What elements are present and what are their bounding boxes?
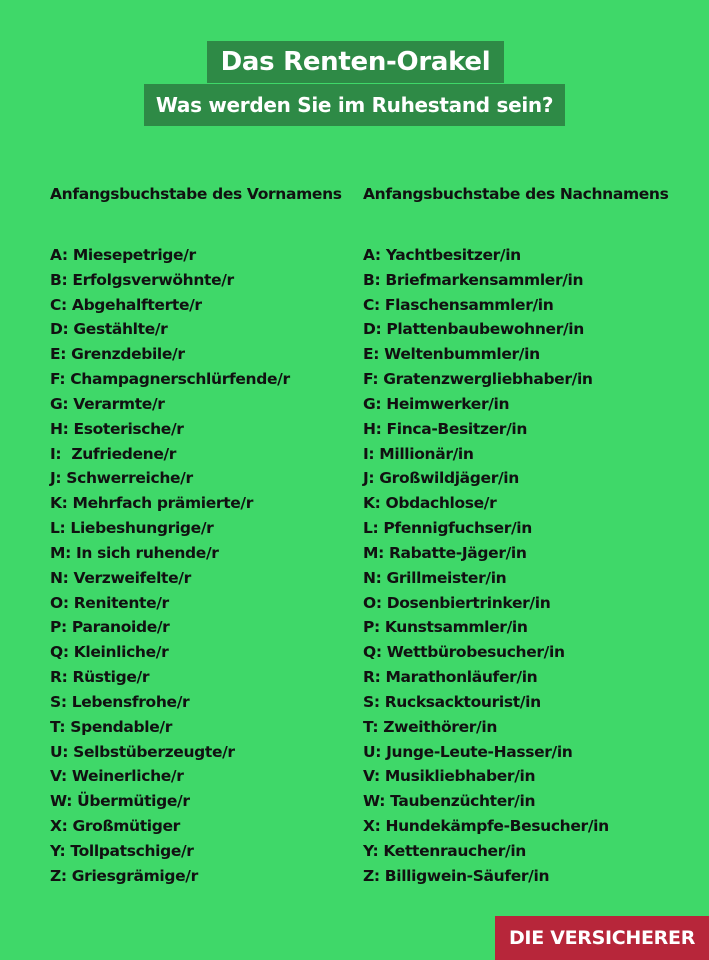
last-name-entry-p: P: Kunstsammler/in: [363, 618, 528, 637]
page-subtitle: Was werden Sie im Ruhestand sein?: [144, 84, 565, 126]
last-name-entry-o: O: Dosenbiertrinker/in: [363, 593, 551, 612]
first-name-entry-c: C: Abgehalfterte/r: [50, 295, 202, 314]
first-name-column: [50, 182, 350, 889]
first-name-entry-o: O: Renitente/r: [50, 593, 169, 612]
first-name-entry-r: R: Rüstige/r: [50, 668, 150, 687]
last-name-entry-l: L: Pfennigfuchser/in: [363, 519, 532, 538]
first-name-entry-j: J: Schwerreiche/r: [50, 469, 193, 488]
first-name-entry-p: P: Paranoide/r: [50, 618, 170, 637]
last-name-entry-t: T: Zweithörer/in: [363, 717, 498, 736]
first-name-entry-a: A: Miesepetrige/r: [50, 246, 196, 264]
first-name-entry-i: I: Zufriedene/r: [50, 444, 177, 463]
last-name-entry-v: V: Musikliebhaber/in: [363, 767, 536, 786]
last-name-entry-u: U: Junge-Leute-Hasser/in: [363, 742, 573, 761]
page-title: Das Renten-Orakel: [207, 41, 504, 83]
first-name-entry-f: F: Champagnerschlürfende/r: [50, 370, 290, 389]
first-name-entry-v: V: Weinerliche/r: [50, 767, 184, 786]
last-name-entry-k: K: Obdachlose/r: [363, 494, 497, 513]
last-name-entry-q: Q: Wettbürobesucher/in: [363, 643, 565, 662]
first-name-entry-d: D: Gestählte/r: [50, 320, 168, 339]
last-name-entry-j: J: Großwildjäger/in: [363, 469, 519, 488]
last-name-entry-s: S: Rucksacktourist/in: [363, 692, 541, 711]
last-name-entry-f: F: Gratenzwergliebhaber/in: [363, 370, 593, 389]
last-name-entry-r: R: Marathonläufer/in: [363, 668, 538, 687]
last-name-column: [363, 182, 693, 889]
last-name-entry-i: I: Millionär/in: [363, 444, 474, 463]
last-name-entry-n: N: Grillmeister/in: [363, 568, 507, 587]
first-name-entry-b: B: Erfolgsverwöhnte/r: [50, 270, 234, 289]
first-name-entry-u: U: Selbstüberzeugte/r: [50, 742, 235, 761]
first-name-column-header: Anfangsbuchstabe des Vornamens: [50, 185, 342, 203]
first-name-entry-n: N: Verzweifelte/r: [50, 568, 191, 587]
first-name-entry-x: X: Großmütiger: [50, 817, 180, 836]
first-name-entry-e: E: Grenzdebile/r: [50, 345, 185, 364]
first-name-entry-t: T: Spendable/r: [50, 717, 173, 736]
last-name-entry-m: M: Rabatte-Jäger/in: [363, 543, 527, 562]
first-name-entry-l: L: Liebeshungrige/r: [50, 519, 214, 538]
brand-logo: DIE VERSICHERER: [495, 916, 709, 960]
last-name-column-header: Anfangsbuchstabe des Nachnamens: [363, 185, 669, 203]
first-name-entry-k: K: Mehrfach prämierte/r: [50, 494, 254, 513]
first-name-list: [50, 243, 350, 889]
first-name-entry-g: G: Verarmte/r: [50, 394, 165, 413]
last-name-entry-y: Y: Kettenraucher/in: [363, 841, 526, 860]
last-name-entry-z: Z: Billigwein-Säufer/in: [363, 866, 550, 885]
last-name-entry-h: H: Finca-Besitzer/in: [363, 419, 528, 438]
first-name-entry-y: Y: Tollpatschige/r: [50, 841, 194, 860]
first-name-entry-s: S: Lebensfrohe/r: [50, 692, 190, 711]
last-name-entry-e: E: Weltenbummler/in: [363, 345, 540, 364]
last-name-entry-d: D: Plattenbaubewohner/in: [363, 320, 584, 339]
last-name-entry-x: X: Hundekämpfe-Besucher/in: [363, 817, 609, 836]
last-name-list: [363, 243, 693, 889]
last-name-entry-a: A: Yachtbesitzer/in: [363, 246, 521, 264]
first-name-entry-q: Q: Kleinliche/r: [50, 643, 169, 662]
first-name-entry-z: Z: Griesgrämige/r: [50, 866, 198, 885]
last-name-entry-w: W: Taubenzüchter/in: [363, 792, 536, 811]
first-name-entry-w: W: Übermütige/r: [50, 792, 190, 811]
last-name-entry-b: B: Briefmarkensammler/in: [363, 270, 584, 289]
last-name-entry-g: G: Heimwerker/in: [363, 394, 510, 413]
first-name-entry-h: H: Esoterische/r: [50, 419, 184, 438]
first-name-entry-m: M: In sich ruhende/r: [50, 543, 219, 562]
last-name-entry-c: C: Flaschensammler/in: [363, 295, 554, 314]
